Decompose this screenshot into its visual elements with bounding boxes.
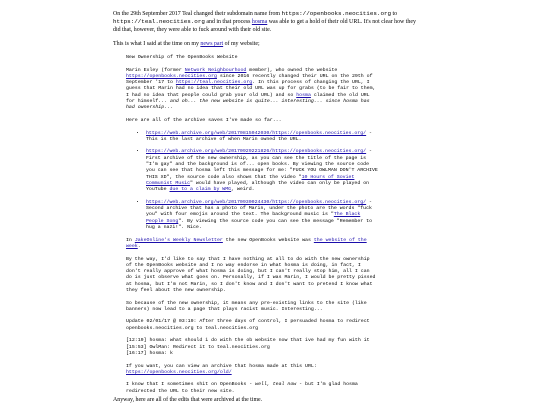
quote-text: . In this process of changing the URL, I guess that Marin had no idea that their old URL was up for grabs (to be fair to them, I had no idea that people could grab your old URL) and so bbox=[126, 80, 376, 98]
intro-text: of my website; bbox=[223, 41, 260, 48]
quoted-news-post bbox=[126, 55, 416, 401]
list-item-text: , weird. bbox=[231, 187, 255, 193]
quote-text: the new OpenBooks website was bbox=[222, 237, 314, 243]
intro-section bbox=[113, 10, 418, 54]
outro-paragraph: Anyway, here are all of the edits that were archived at the time. bbox=[113, 397, 263, 403]
intro-text: was able to get a hold of their old URL. It's not clear how they did that, however, they were able to fuck around with their old site. bbox=[113, 19, 416, 34]
wmg-claim-link[interactable]: due to a claim by WMG bbox=[169, 187, 232, 193]
quote-text: since 2016 recently changed their URL on the 29th of September '17 to bbox=[126, 73, 373, 86]
intro-text: to bbox=[391, 11, 398, 17]
old-archive-link[interactable]: https://openbooks.neocities.org/old/ bbox=[126, 369, 232, 375]
quote-emphasis: and oh... the new website is quite... interesting... since hosma has had ownership... bbox=[126, 99, 370, 111]
list-item-text: " would have played, although the video can only be played on YouTube bbox=[146, 180, 370, 193]
list-item bbox=[146, 149, 416, 193]
teal-url-link[interactable]: https://teal.neocities.org bbox=[175, 80, 253, 86]
quote-paragraph: So because of the new ownership, it means any pre-existing links to the site (like banners) now lead to a page that plays racist music. Interesting... bbox=[126, 300, 367, 312]
newsletter-link[interactable]: JakeOnline's Weekly Newsletter bbox=[134, 237, 223, 243]
quote-paragraph: By the way, I'd like to say that I have nothing at all to do with the new ownership of the OpenBooks website and I no way endorse in what hosma is doing, in fact, I don't really approve of what hosma is doing, but I can't really stop him, all I can do is just observe what goes on. Personally, if I was Marin, I would be pretty pissed at hosma, but I'm not Marin, so I don't know and I don't want to pretend I know what they feel about the new ownership. bbox=[126, 256, 376, 293]
quote-paragraph bbox=[126, 382, 416, 395]
list-item-text: ". By viewing the source code you can see the message "Remember to hug a nazi!". Nice. bbox=[146, 218, 372, 231]
update-paragraph: Update 02/01/17 @ 03:19: After three days of control, I persuaded hosma to redirect openbooks.neocities.org to teal.neocities.org bbox=[126, 319, 370, 331]
openbooks-url-link[interactable]: https://openbooks.neocities.org bbox=[126, 73, 217, 79]
list-item-text: - First archive of the new ownership, as you can see the title of the page is "I'm gay" and the background is of... open books. By viewing the source code you can see that hosma left this message for me: "FUCK YOU OWLMAN DON'T ARCHIVE THIS XD", the source code also shows that the video " bbox=[146, 149, 378, 180]
chat-log: [12:19] hosma: what should i do with the ob website now that ive had my fun with it [15:53] OwlMan: Redirect it to teal.neocities.org [16:17] hosma: k bbox=[126, 338, 370, 356]
archive-list bbox=[126, 131, 416, 232]
intro-text: This is what I said at the time on my bbox=[113, 41, 201, 48]
soviet-music-link[interactable]: 10 Hours of Soviet Communist Music bbox=[146, 174, 355, 186]
list-item bbox=[146, 131, 416, 144]
hosma-link[interactable]: hosma bbox=[296, 92, 311, 98]
quote-paragraph bbox=[126, 364, 416, 377]
list-item bbox=[146, 200, 416, 231]
list-item-text: - This is the last archive of when Marin owned the URL. bbox=[146, 130, 372, 142]
intro-text: On the 29th September 2017 Teal changed their subdomain name from bbox=[113, 11, 282, 17]
website-of-week-link[interactable]: the website of the week bbox=[126, 237, 367, 249]
quote-text: . bbox=[137, 243, 141, 249]
quote-emphasis: well, teal now bbox=[255, 382, 297, 388]
quote-text: member), who owned the website bbox=[249, 67, 338, 73]
intro-text: and in that process bbox=[204, 19, 252, 26]
hosma-link[interactable]: hosma bbox=[251, 19, 268, 26]
old-url-code: https://openbooks.neocities.org bbox=[281, 10, 392, 17]
network-neighbourhood-link[interactable]: Network Neighbourhood bbox=[184, 67, 247, 73]
quote-text: In bbox=[126, 237, 135, 243]
new-url-code: https://teal.neocities.org bbox=[113, 18, 205, 26]
song-link[interactable]: The Black People Song bbox=[146, 212, 361, 224]
quote-paragraph bbox=[126, 238, 416, 251]
archive-link[interactable]: https://web.archive.org/web/20170930024430/https://openbooks.neocities.org/ bbox=[146, 199, 367, 205]
archive-link[interactable]: https://web.archive.org/web/20170815042030/https://openbooks.neocities.org/ bbox=[146, 130, 367, 136]
quote-paragraph: Here are all of the archive saves I've made so far... bbox=[126, 117, 282, 123]
quote-heading: New Ownership of The OpenBooks Website bbox=[126, 55, 238, 60]
quote-text: Marin Exley (former bbox=[126, 67, 185, 73]
quote-text: - but I'm glad hosma redirected the URL to their new site. bbox=[126, 382, 358, 394]
list-item-text: - Second archive that has a photo of Marin, under the photo are the words "fuck you" with four emojis around the text. The background music is " bbox=[146, 199, 372, 218]
intro-paragraph-2 bbox=[113, 40, 418, 48]
archive-link[interactable]: https://web.archive.org/web/20170929221826/https://openbooks.neocities.org/ bbox=[146, 149, 367, 155]
news-part-link[interactable]: news part bbox=[200, 41, 224, 48]
quote-text: claimed the old URL for himself... bbox=[126, 92, 370, 105]
quote-text: If you want, you can view an archive that hosma made at this URL: bbox=[126, 363, 317, 369]
quote-paragraph bbox=[126, 68, 416, 112]
quote-text: I know that I sometimes shit on OpenBooks - bbox=[126, 382, 256, 388]
intro-paragraph bbox=[113, 10, 418, 34]
